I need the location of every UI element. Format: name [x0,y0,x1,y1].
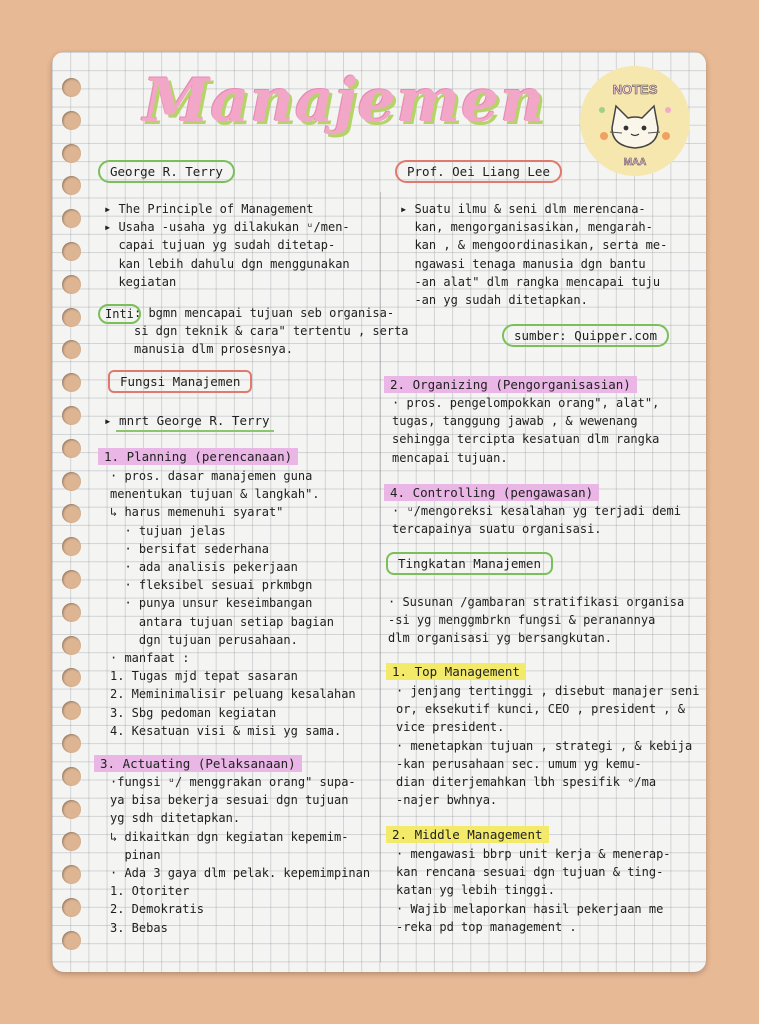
actuating-heading: 3. Actuating (Pelaksanaan) [94,755,302,772]
organizing-heading: 2. Organizing (Pengorganisasian) [384,376,637,393]
topm-line: vice president. [396,720,505,735]
mnrt-text: ▸ mnrt George R. Terry [104,413,270,428]
spiral-hole [62,242,81,261]
controlling-heading: 4. Controlling (pengawasan) [384,484,599,501]
terry-line: ▸ Usaha -usaha yg dilakukan ᵘ/men- [104,220,350,235]
spiral-hole [62,931,81,950]
terry-line: ▸ The Principle of Management [104,202,314,216]
inti-line: si dgn teknik & cara" tertentu , serta [134,324,409,339]
oei-line: -an alat" dlm rangka mencapai tuju [400,274,661,289]
inti-label: Inti [98,304,141,324]
actuating-line: 3. Bebas [110,920,168,935]
middle-management-heading: 2. Middle Management [386,826,549,843]
terry-line: kegiatan [104,274,177,289]
actuating-line: · Ada 3 gaya dlm pelak. kepemimpinan [110,866,371,881]
top-management-heading: 1. Top Management [386,663,526,680]
terry-label: George R. Terry [98,160,235,183]
planning-line: · bersifat sederhana [110,541,269,556]
tingkatan-line: -si yg menggmbrkn fungsi & peranannya [388,613,656,628]
planning-line: ↳ harus memenuhi syarat" [110,505,284,520]
actuating-line: 1. Otoriter [110,884,190,899]
spiral-hole [62,472,81,491]
organizing-text [392,394,659,467]
oei-text [400,200,667,309]
spiral-hole [62,636,81,655]
organizing-line: · pros. pengelompokkan orang", alat", [392,396,660,410]
logo-top-text: NOTES [612,82,658,97]
tingkatan-line: · Susunan /gambaran stratifikasi organisa [388,595,685,609]
spiral-hole [62,734,81,753]
planning-line: · punya unsur keseimbangan [110,596,313,611]
controlling-text [392,502,681,538]
cat-logo-icon [580,66,690,176]
terry-line: kan lebih dahulu dgn menggunakan [104,256,350,271]
middle-management-text [396,845,671,936]
oei-line: kan, mengorganisasikan, mengarah- [400,220,653,235]
actuating-line: pinan [110,847,161,862]
tingkatan-line: dlm organisasi yg bersangkutan. [388,631,612,646]
topm-line: · menetapkan tujuan , strategi , & kebija [396,738,693,753]
organizing-line: tugas, tanggung jawab , & wewenang [392,414,638,429]
planning-text [110,467,356,740]
planning-line: 1. Tugas mjd tepat sasaran [110,669,298,684]
spiral-hole [62,406,81,425]
spiral-hole [62,439,81,458]
organizing-line: mencapai tujuan. [392,450,508,465]
planning-line: 2. Meminimalisir peluang kesalahan [110,687,356,702]
controlling-line: · ᵘ/mengoreksi kesalahan yg terjadi demi [392,504,681,518]
oei-line: ngawasi tenaga manusia dgn bantu [400,256,646,271]
actuating-line: 2. Demokratis [110,902,204,917]
oei-line: kan , & mengoordinasikan, serta me- [400,238,668,253]
spiral-hole [62,308,81,327]
topm-line: -kan perusahaan sec. umum yg kemu- [396,756,642,771]
title-text: Manajemen [143,66,545,136]
middle-line: kan rencana sesuai dgn tujuan & ting- [396,865,664,880]
tingkatan-label: Tingkatan Manajemen [386,552,553,575]
mnrt-underline [116,430,274,432]
page-title [95,58,575,148]
spiral-hole [62,767,81,786]
actuating-line: ya bisa bekerja sesuai dgn tujuan [110,793,349,808]
topm-line: -najer bwhnya. [396,793,498,808]
spiral-hole [62,898,81,917]
spiral-hole [62,78,81,97]
planning-heading: 1. Planning (perencanaan) [98,448,298,465]
tingkatan-text [388,593,684,648]
controlling-line: tercapainya suatu organisasi. [392,522,602,537]
top-management-text [396,682,699,809]
planning-line: menentukan tujuan & langkah". [110,487,320,502]
planning-line: · fleksibel sesuai prkmbgn [110,578,313,593]
planning-line: 3. Sbg pedoman kegiatan [110,705,277,720]
topm-line: · jenjang tertinggi , disebut manajer seni [396,684,700,698]
middle-line: · mengawasi bbrp unit kerja & menerap- [396,847,671,861]
notes-maa-logo [580,66,690,176]
oei-line: -an yg sudah ditetapkan. [400,293,588,308]
planning-line: dgn tujuan perusahaan. [110,632,298,647]
fungsi-label: Fungsi Manajemen [108,370,252,393]
actuating-line: ·fungsi ᵘ/ menggrakan orang" supa- [110,775,356,789]
terry-line: capai tujuan yg sudah ditetap- [104,238,336,253]
spiral-hole [62,570,81,589]
spiral-hole [62,275,81,294]
planning-line: 4. Kesatuan visi & misi yg sama. [110,723,342,738]
actuating-line: yg sdh ditetapkan. [110,811,241,826]
middle-line: -reka pd top management . [396,919,577,934]
spiral-hole [62,603,81,622]
topm-line: or, eksekutif kunci, CEO , president , & [396,702,685,717]
oei-label: Prof. Oei Liang Lee [395,160,562,183]
spiral-hole [62,111,81,130]
organizing-line: sehingga tercipta kesatuan dlm rangka [392,432,660,447]
spiral-hole [62,144,81,163]
sumber-label: sumber: Quipper.com [502,324,669,347]
spiral-hole [62,800,81,819]
topm-line: dian diterjemahkan lbh spesifik ᵒ/ma [396,775,657,790]
terry-text [104,200,350,291]
middle-line: katan yg lebih tinggi. [396,883,555,898]
oei-line: ▸ Suatu ilmu & seni dlm merencana- [400,202,646,216]
planning-line: · manfaat : [110,651,190,666]
actuating-text [110,773,370,937]
planning-line: · tujuan jelas [110,523,226,538]
logo-bottom-text: MAA [623,157,647,168]
actuating-line: ↳ dikaitkan dgn kegiatan kepemim- [110,829,349,844]
planning-line: · ada analisis pekerjaan [110,560,298,575]
planning-line: · pros. dasar manajemen guna [110,469,313,483]
inti-line: : bgmn mencapai tujuan seb organisa- [134,306,395,320]
planning-line: antara tujuan setiap bagian [110,614,334,629]
middle-line: · Wajib melaporkan hasil pekerjaan me [396,901,664,916]
inti-text [134,304,409,359]
inti-line: manusia dlm prosesnya. [134,342,293,357]
